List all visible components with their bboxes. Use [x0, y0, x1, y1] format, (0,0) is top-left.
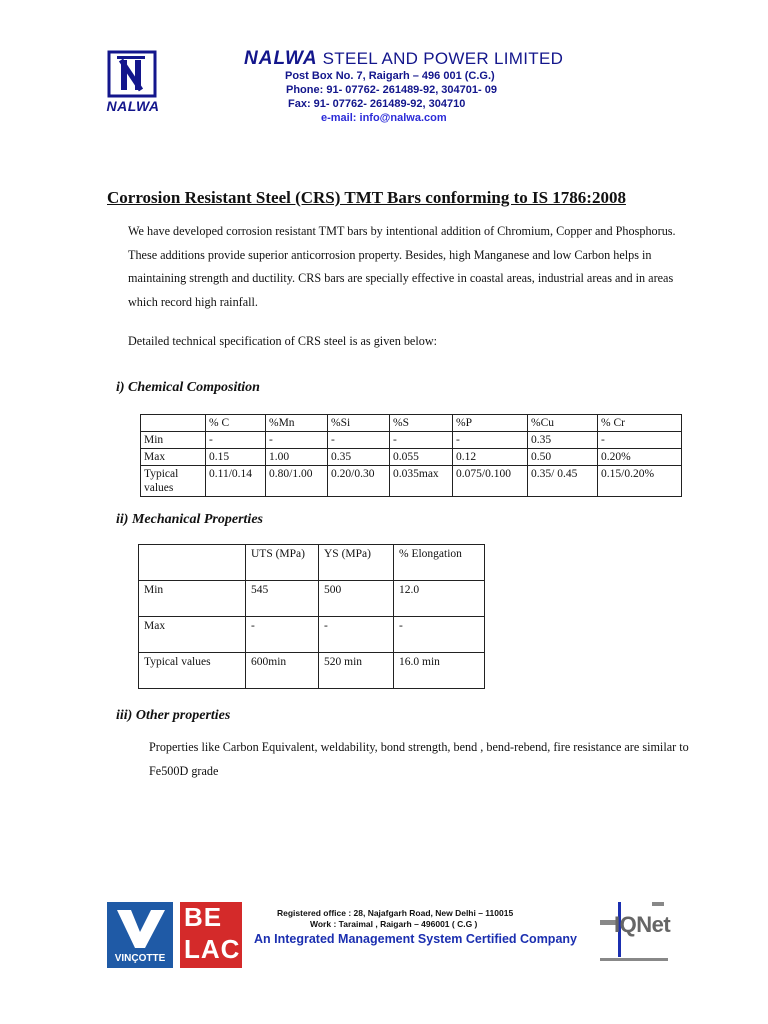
table-cell: 1.00	[266, 449, 328, 466]
table-cell: 0.035max	[390, 466, 453, 497]
table-cell: 0.35	[528, 432, 598, 449]
company-name	[244, 48, 563, 70]
table-header-row	[139, 545, 485, 581]
chemical-table	[140, 414, 682, 497]
table-cell: %Si	[328, 415, 390, 432]
table-cell: 0.15	[206, 449, 266, 466]
table-cell: 0.15/0.20%	[598, 466, 682, 497]
belac-text-top: BE	[184, 902, 223, 932]
table-cell: -	[390, 432, 453, 449]
table-cell: 12.0	[394, 581, 485, 617]
table-cell: Max	[139, 617, 246, 653]
table-cell: -	[394, 617, 485, 653]
table-cell: Typical values	[139, 653, 246, 689]
table-cell: 0.12	[453, 449, 528, 466]
fax: Fax: 91- 07762- 261489-92, 304710	[288, 98, 466, 110]
table-cell: Min	[141, 432, 206, 449]
intro-paragraph: We have developed corrosion resistant TMT bars by intentional addition of Chromium, Copper and Phosphorus. These additions provide superior anticorrosion property. Besides, high Manganese and low Carbon helps in maintaining strength and ductility. CRS bars are specially effective in coastal areas, industrial areas and in areas which record high rainfall.	[128, 224, 676, 309]
table-row	[139, 617, 485, 653]
registered-office: Registered office : 28, Najafgarh Road, New Delhi – 110015	[277, 908, 514, 918]
table-cell: 0.35/ 0.45	[528, 466, 598, 497]
spec-intro: Detailed technical specification of CRS steel is as given below:	[128, 334, 438, 348]
iqnet-logo	[600, 902, 671, 964]
nalwa-logo	[107, 50, 159, 116]
work-address: Work : Taraimal , Raigarh – 496001 ( C.G )	[310, 919, 478, 929]
company-suffix: STEEL AND POWER LIMITED	[322, 49, 564, 68]
table-cell: YS (MPa)	[319, 545, 394, 581]
table-cell: UTS (MPa)	[246, 545, 319, 581]
vincotte-logo	[107, 902, 173, 968]
document-title: Corrosion Resistant Steel (CRS) TMT Bars conforming to IS 1786:2008	[107, 188, 626, 207]
table-row	[141, 449, 682, 466]
table-cell: %Cu	[528, 415, 598, 432]
table-cell: % C	[206, 415, 266, 432]
table-cell: %P	[453, 415, 528, 432]
logo-text: NALWA	[106, 98, 160, 114]
table-cell: 0.20/0.30	[328, 466, 390, 497]
belac-logo	[180, 902, 242, 968]
table-cell: -	[246, 617, 319, 653]
table-cell: 545	[246, 581, 319, 617]
table-cell: 0.35	[328, 449, 390, 466]
address: Post Box No. 7, Raigarh – 496 001 (C.G.)	[285, 70, 495, 82]
vincotte-text: VINÇOTTE	[114, 953, 166, 964]
chemical-heading: i) Chemical Composition	[116, 380, 260, 395]
table-cell: 0.11/0.14	[206, 466, 266, 497]
table-cell: -	[319, 617, 394, 653]
certification-text: An Integrated Management System Certified Company	[254, 932, 577, 946]
table-cell: 16.0 min	[394, 653, 485, 689]
table-cell: Max	[141, 449, 206, 466]
table-cell: 0.055	[390, 449, 453, 466]
table-cell: 520 min	[319, 653, 394, 689]
table-cell	[139, 545, 246, 581]
iqnet-text: IQNet	[614, 912, 671, 937]
phone: Phone: 91- 07762- 261489-92, 304701- 09	[286, 84, 497, 96]
email-link[interactable]: e-mail: info@nalwa.com	[321, 112, 447, 124]
table-cell: 600min	[246, 653, 319, 689]
table-cell: 0.20%	[598, 449, 682, 466]
table-cell: %Mn	[266, 415, 328, 432]
table-row	[141, 466, 682, 497]
table-cell: % Elongation	[394, 545, 485, 581]
table-cell: -	[328, 432, 390, 449]
table-cell: Min	[139, 581, 246, 617]
table-cell: 0.50	[528, 449, 598, 466]
table-cell: 0.075/0.100	[453, 466, 528, 497]
table-cell: %S	[390, 415, 453, 432]
table-cell: -	[206, 432, 266, 449]
table-row	[139, 581, 485, 617]
other-heading: iii) Other properties	[116, 708, 231, 723]
belac-text-bottom: LAC	[184, 934, 241, 964]
table-cell: -	[453, 432, 528, 449]
table-row	[141, 432, 682, 449]
table-cell: -	[598, 432, 682, 449]
mechanical-table	[138, 544, 485, 689]
table-cell: -	[266, 432, 328, 449]
table-header-row	[141, 415, 682, 432]
table-cell: 500	[319, 581, 394, 617]
table-cell: % Cr	[598, 415, 682, 432]
mechanical-heading: ii) Mechanical Properties	[116, 512, 263, 527]
table-row	[139, 653, 485, 689]
table-cell	[141, 415, 206, 432]
table-cell: Typical values	[141, 466, 206, 497]
table-cell: 0.80/1.00	[266, 466, 328, 497]
other-paragraph: Properties like Carbon Equivalent, weldability, bond strength, bend , bend-rebend, fire resistance are similar to Fe500D grade	[149, 740, 689, 778]
brand-name: NALWA	[244, 48, 318, 69]
